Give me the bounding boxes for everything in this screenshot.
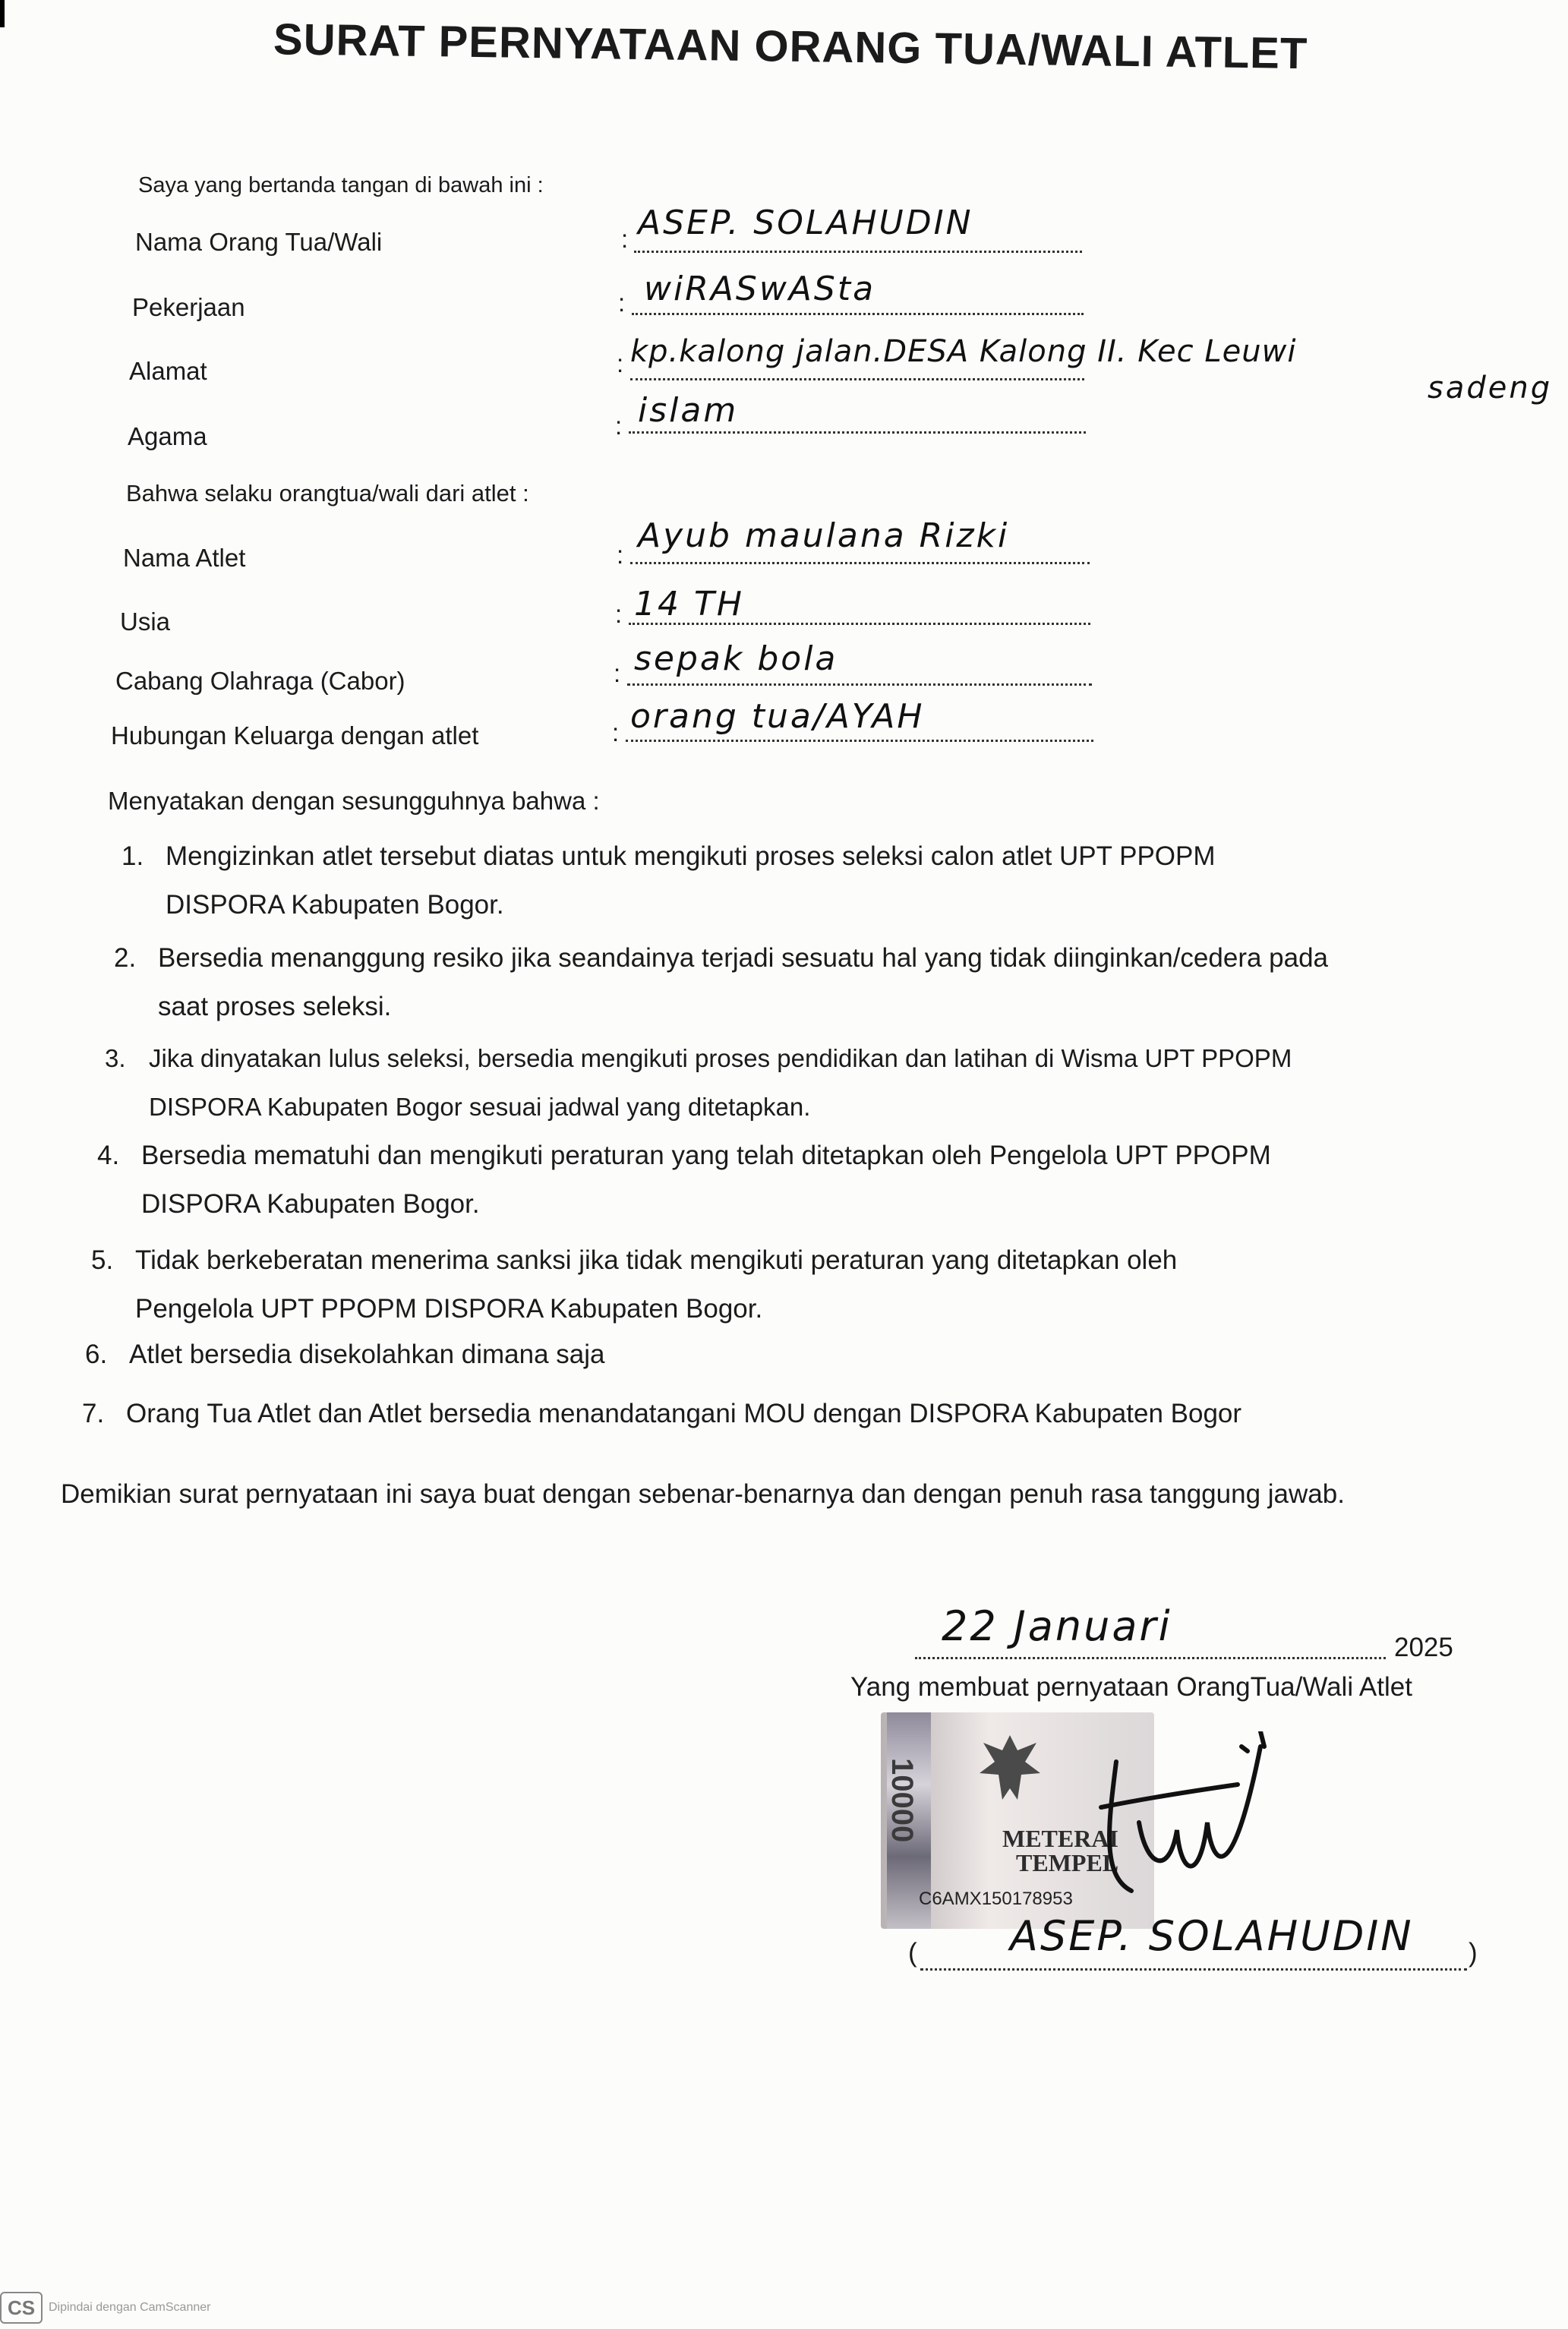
field-line	[629, 430, 1086, 434]
field-value-religion: islam	[638, 391, 739, 430]
field-value-age: 14 TH	[634, 585, 744, 623]
field-value-occupation: wiRASwASta	[644, 270, 876, 308]
item-text-line2: Pengelola UPT PPOPM DISPORA Kabupaten Bogor.	[135, 1294, 763, 1324]
field-line	[626, 738, 1093, 742]
field-label-age: Usia	[120, 607, 171, 636]
date-year: 2025	[1394, 1633, 1453, 1662]
item-number: 2.	[114, 943, 137, 973]
field-line	[627, 682, 1092, 686]
item-text-line2: DISPORA Kabupaten Bogor.	[141, 1189, 480, 1219]
stamp-value: 10000	[885, 1758, 919, 1843]
item-number: 4.	[97, 1141, 120, 1170]
handwritten-signature	[1086, 1731, 1283, 1914]
field-colon: :	[617, 541, 624, 569]
date-line	[915, 1655, 1386, 1659]
camscanner-logo: CS	[0, 2292, 43, 2324]
field-label-occupation: Pekerjaan	[132, 293, 245, 321]
item-text-line1: Bersedia mematuhi dan mengikuti peraturan yang telah ditetapkan oleh Pengelola UPT PPOPM	[141, 1141, 1271, 1170]
name-paren-open: (	[908, 1938, 917, 1968]
item-number: 3.	[105, 1044, 126, 1072]
item-text-line1: Orang Tua Atlet dan Atlet bersedia menandatangani MOU dengan DISPORA Kabupaten Bogor	[126, 1399, 1242, 1428]
stamp-serial: C6AMX150178953	[919, 1889, 1073, 1909]
item-text-line2: DISPORA Kabupaten Bogor.	[166, 890, 504, 920]
item-text-line1: Mengizinkan atlet tersebut diatas untuk mengikuti proses seleksi calon atlet UPT PPOPM	[166, 841, 1216, 871]
item-text-line1: Tidak berkeberatan menerima sanksi jika tidak mengikuti peraturan yang ditetapkan oleh	[135, 1245, 1178, 1275]
field-colon: :	[621, 225, 629, 253]
garuda-emblem-icon	[964, 1728, 1055, 1811]
statement-item-4	[97, 1131, 1449, 1229]
item-text-line2: saat proses seleksi.	[158, 992, 392, 1021]
signer-role: Yang membuat pernyataan OrangTua/Wali Atlet	[850, 1672, 1412, 1702]
item-number: 7.	[82, 1399, 105, 1428]
field-value-relationship: orang tua/AYAH	[630, 697, 925, 736]
field-value-sport: sepak bola	[634, 639, 838, 678]
field-colon: :	[614, 659, 621, 687]
item-number: 6.	[85, 1340, 108, 1369]
signer-name-handwritten: ASEP. SOLAHUDIN	[1010, 1912, 1414, 1960]
field-label-athlete-name: Nama Atlet	[123, 544, 246, 572]
intro-text: Saya yang bertanda tangan di bawah ini :	[138, 173, 544, 197]
statement-intro-text: Menyatakan dengan sesungguhnya bahwa :	[108, 787, 600, 815]
field-colon: :	[618, 289, 626, 317]
field-line	[634, 249, 1082, 253]
statement-item-2	[114, 934, 1465, 1031]
document-title: SURAT PERNYATAAN ORANG TUA/WALI ATLET	[273, 14, 1308, 79]
statement-item-7	[82, 1390, 1434, 1438]
field-label-parent-name: Nama Orang Tua/Wali	[135, 228, 383, 256]
field-value-address: kp.kalong jalan.DESA Kalong II. Kec Leuwi	[630, 334, 1297, 369]
field-label-address: Alamat	[129, 357, 207, 385]
item-number: 1.	[121, 841, 144, 871]
field-line	[630, 377, 1084, 380]
field-line	[630, 560, 1090, 564]
scan-edge-mark	[0, 0, 5, 27]
statement-item-6	[85, 1330, 1437, 1379]
statement-item-3	[105, 1034, 1456, 1131]
field-colon: :	[612, 718, 620, 746]
stamp-word-tempel: TEMPEL	[1016, 1849, 1119, 1876]
camscanner-caption: Dipindai dengan CamScanner	[49, 2301, 211, 2314]
name-line	[920, 1967, 1467, 1971]
item-text-line1: Jika dinyatakan lulus seleksi, bersedia mengikuti proses pendidikan dan latihan di Wisma UPT PPOPM	[149, 1044, 1292, 1072]
statement-item-5	[91, 1236, 1443, 1333]
field-value-address-cont: sadeng	[1428, 371, 1553, 406]
statement-item-1	[121, 832, 1473, 929]
item-number: 5.	[91, 1245, 114, 1275]
athlete-intro-text: Bahwa selaku orangtua/wali dari atlet :	[126, 480, 529, 507]
field-label-sport: Cabang Olahraga (Cabor)	[115, 667, 405, 695]
field-colon: :	[615, 600, 623, 628]
field-label-religion: Agama	[128, 422, 207, 450]
date-handwritten: 22 Januari	[942, 1602, 1172, 1650]
field-colon: :	[615, 412, 623, 440]
item-text-line1: Bersedia menanggung resiko jika seandainya terjadi sesuatu hal yang tidak diinginkan/cedera pada	[158, 943, 1329, 973]
field-colon: :	[617, 349, 624, 377]
field-value-athlete-name: Ayub maulana Rizki	[638, 516, 1010, 555]
field-line	[632, 311, 1084, 315]
item-text-line2: DISPORA Kabupaten Bogor sesuai jadwal yang ditetapkan.	[149, 1093, 811, 1121]
stamp-word-meterai: METERAI	[1002, 1825, 1118, 1852]
closing-paragraph: Demikian surat pernyataan ini saya buat dengan sebenar-benarnya dan dengan penuh rasa tanggung jawab.	[61, 1479, 1345, 1509]
field-value-parent-name: ASEP. SOLAHUDIN	[638, 204, 973, 242]
field-label-relationship: Hubungan Keluarga dengan atlet	[111, 721, 479, 750]
item-text-line1: Atlet bersedia disekolahkan dimana saja	[129, 1340, 605, 1369]
name-paren-close: )	[1469, 1938, 1478, 1968]
